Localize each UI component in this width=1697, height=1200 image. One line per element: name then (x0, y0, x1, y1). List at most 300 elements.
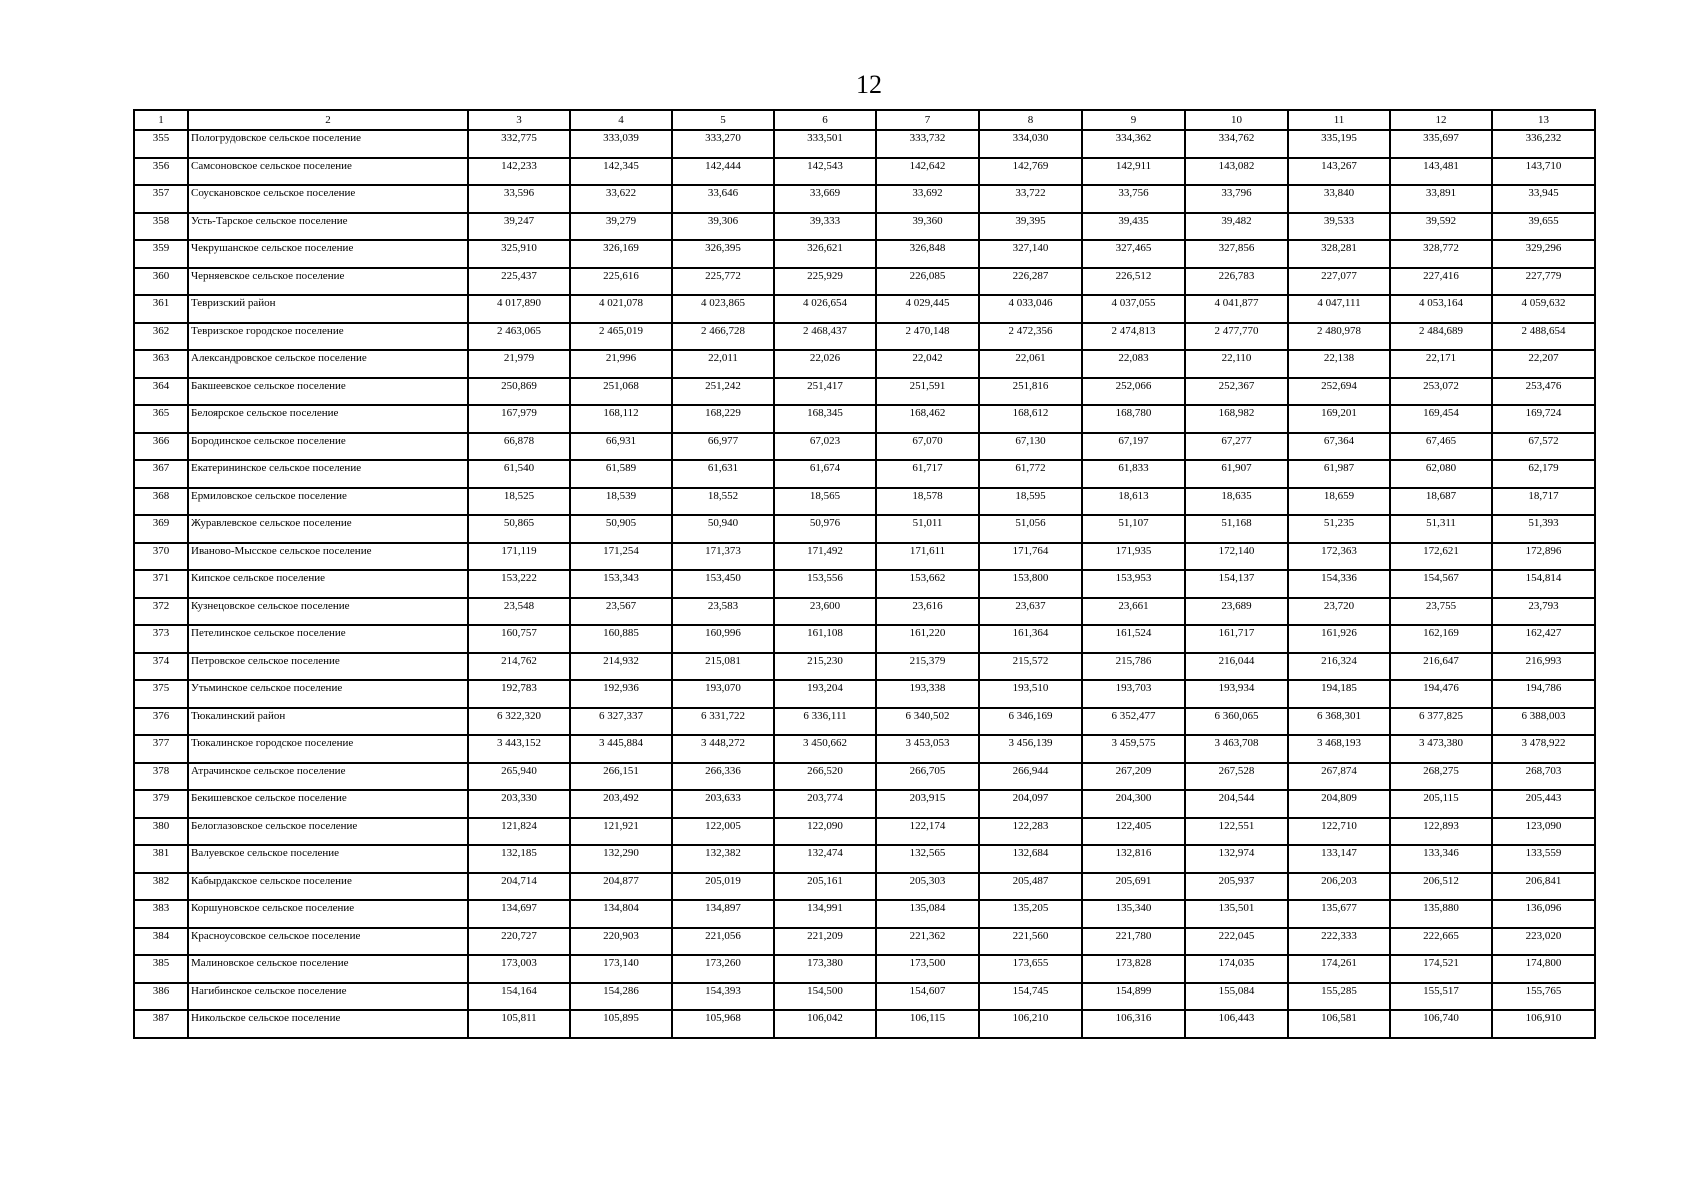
table-row (134, 158, 1595, 186)
value-cell: 153,556 (774, 570, 876, 598)
value-cell: 135,501 (1185, 900, 1288, 928)
value-cell: 122,174 (876, 818, 979, 846)
column-header: 2 (188, 110, 468, 130)
row-number: 373 (134, 625, 188, 653)
value-cell: 22,026 (774, 350, 876, 378)
value-cell: 23,567 (570, 598, 672, 626)
value-cell: 225,929 (774, 268, 876, 296)
value-cell: 172,621 (1390, 543, 1492, 571)
value-cell: 61,907 (1185, 460, 1288, 488)
value-cell: 132,974 (1185, 845, 1288, 873)
value-cell: 326,395 (672, 240, 774, 268)
table-row (134, 680, 1595, 708)
value-cell: 161,220 (876, 625, 979, 653)
value-cell: 61,631 (672, 460, 774, 488)
value-cell: 206,512 (1390, 873, 1492, 901)
value-cell: 268,275 (1390, 763, 1492, 791)
row-number: 384 (134, 928, 188, 956)
value-cell: 154,745 (979, 983, 1082, 1011)
value-cell: 4 053,164 (1390, 295, 1492, 323)
value-cell: 253,072 (1390, 378, 1492, 406)
municipality-name: Тевризский район (188, 295, 468, 323)
value-cell: 18,613 (1082, 488, 1185, 516)
municipality-name: Петровское сельское поселение (188, 653, 468, 681)
row-number: 356 (134, 158, 188, 186)
value-cell: 193,070 (672, 680, 774, 708)
row-number: 378 (134, 763, 188, 791)
value-cell: 62,080 (1390, 460, 1492, 488)
value-cell: 215,379 (876, 653, 979, 681)
value-cell: 326,169 (570, 240, 672, 268)
table-row (134, 900, 1595, 928)
value-cell: 132,382 (672, 845, 774, 873)
value-cell: 167,979 (468, 405, 570, 433)
value-cell: 2 465,019 (570, 323, 672, 351)
value-cell: 2 468,437 (774, 323, 876, 351)
value-cell: 174,261 (1288, 955, 1390, 983)
row-number: 362 (134, 323, 188, 351)
value-cell: 6 377,825 (1390, 708, 1492, 736)
value-cell: 172,140 (1185, 543, 1288, 571)
column-header: 9 (1082, 110, 1185, 130)
value-cell: 18,539 (570, 488, 672, 516)
value-cell: 173,655 (979, 955, 1082, 983)
value-cell: 143,710 (1492, 158, 1595, 186)
value-cell: 193,510 (979, 680, 1082, 708)
value-cell: 18,578 (876, 488, 979, 516)
value-cell: 122,710 (1288, 818, 1390, 846)
value-cell: 134,991 (774, 900, 876, 928)
value-cell: 204,300 (1082, 790, 1185, 818)
value-cell: 106,115 (876, 1010, 979, 1038)
value-cell: 33,622 (570, 185, 672, 213)
row-number: 366 (134, 433, 188, 461)
value-cell: 326,621 (774, 240, 876, 268)
row-number: 387 (134, 1010, 188, 1038)
value-cell: 203,774 (774, 790, 876, 818)
value-cell: 160,996 (672, 625, 774, 653)
municipality-name: Иваново-Мысское сельское поселение (188, 543, 468, 571)
value-cell: 206,841 (1492, 873, 1595, 901)
value-cell: 61,833 (1082, 460, 1185, 488)
table-row (134, 955, 1595, 983)
value-cell: 168,462 (876, 405, 979, 433)
municipality-name: Коршуновское сельское поселение (188, 900, 468, 928)
value-cell: 173,003 (468, 955, 570, 983)
column-header: 10 (1185, 110, 1288, 130)
municipality-name: Никольское сельское поселение (188, 1010, 468, 1038)
value-cell: 153,953 (1082, 570, 1185, 598)
value-cell: 3 453,053 (876, 735, 979, 763)
value-cell: 142,911 (1082, 158, 1185, 186)
value-cell: 6 336,111 (774, 708, 876, 736)
row-number: 368 (134, 488, 188, 516)
value-cell: 226,085 (876, 268, 979, 296)
row-number: 358 (134, 213, 188, 241)
value-cell: 335,195 (1288, 130, 1390, 158)
value-cell: 50,940 (672, 515, 774, 543)
value-cell: 134,697 (468, 900, 570, 928)
value-cell: 132,185 (468, 845, 570, 873)
value-cell: 4 021,078 (570, 295, 672, 323)
value-cell: 153,800 (979, 570, 1082, 598)
value-cell: 153,343 (570, 570, 672, 598)
value-cell: 4 017,890 (468, 295, 570, 323)
value-cell: 154,137 (1185, 570, 1288, 598)
value-cell: 51,235 (1288, 515, 1390, 543)
value-cell: 173,828 (1082, 955, 1185, 983)
value-cell: 3 463,708 (1185, 735, 1288, 763)
value-cell: 61,717 (876, 460, 979, 488)
value-cell: 168,112 (570, 405, 672, 433)
value-cell: 18,717 (1492, 488, 1595, 516)
value-cell: 328,772 (1390, 240, 1492, 268)
value-cell: 67,364 (1288, 433, 1390, 461)
row-number: 386 (134, 983, 188, 1011)
value-cell: 50,905 (570, 515, 672, 543)
value-cell: 153,662 (876, 570, 979, 598)
value-cell: 2 488,654 (1492, 323, 1595, 351)
value-cell: 336,232 (1492, 130, 1595, 158)
table-row (134, 598, 1595, 626)
value-cell: 192,936 (570, 680, 672, 708)
value-cell: 61,674 (774, 460, 876, 488)
value-cell: 106,740 (1390, 1010, 1492, 1038)
value-cell: 223,020 (1492, 928, 1595, 956)
value-cell: 215,786 (1082, 653, 1185, 681)
value-cell: 106,910 (1492, 1010, 1595, 1038)
value-cell: 333,270 (672, 130, 774, 158)
municipality-name: Журавлевское сельское поселение (188, 515, 468, 543)
municipality-name: Утьминское сельское поселение (188, 680, 468, 708)
municipality-name: Белоярское сельское поселение (188, 405, 468, 433)
value-cell: 39,306 (672, 213, 774, 241)
value-cell: 204,877 (570, 873, 672, 901)
value-cell: 168,780 (1082, 405, 1185, 433)
value-cell: 6 360,065 (1185, 708, 1288, 736)
value-cell: 39,395 (979, 213, 1082, 241)
value-cell: 155,517 (1390, 983, 1492, 1011)
value-cell: 203,915 (876, 790, 979, 818)
value-cell: 265,940 (468, 763, 570, 791)
value-cell: 132,684 (979, 845, 1082, 873)
value-cell: 33,722 (979, 185, 1082, 213)
value-cell: 122,090 (774, 818, 876, 846)
value-cell: 220,727 (468, 928, 570, 956)
value-cell: 225,772 (672, 268, 774, 296)
table-row (134, 818, 1595, 846)
column-header: 3 (468, 110, 570, 130)
value-cell: 253,476 (1492, 378, 1595, 406)
value-cell: 333,501 (774, 130, 876, 158)
value-cell: 161,524 (1082, 625, 1185, 653)
table-row (134, 295, 1595, 323)
value-cell: 154,164 (468, 983, 570, 1011)
value-cell: 3 459,575 (1082, 735, 1185, 763)
value-cell: 123,090 (1492, 818, 1595, 846)
value-cell: 205,115 (1390, 790, 1492, 818)
value-cell: 33,596 (468, 185, 570, 213)
municipality-name: Малиновское сельское поселение (188, 955, 468, 983)
value-cell: 61,772 (979, 460, 1082, 488)
value-cell: 333,039 (570, 130, 672, 158)
table-row (134, 460, 1595, 488)
municipality-name: Нагибинское сельское поселение (188, 983, 468, 1011)
row-number: 355 (134, 130, 188, 158)
value-cell: 6 340,502 (876, 708, 979, 736)
value-cell: 205,161 (774, 873, 876, 901)
value-cell: 39,592 (1390, 213, 1492, 241)
municipality-name: Пологрудовское сельское поселение (188, 130, 468, 158)
value-cell: 334,030 (979, 130, 1082, 158)
value-cell: 67,070 (876, 433, 979, 461)
municipality-name: Соускановское сельское поселение (188, 185, 468, 213)
value-cell: 136,096 (1492, 900, 1595, 928)
value-cell: 161,364 (979, 625, 1082, 653)
value-cell: 225,616 (570, 268, 672, 296)
value-cell: 33,796 (1185, 185, 1288, 213)
value-cell: 51,311 (1390, 515, 1492, 543)
table-row (134, 350, 1595, 378)
value-cell: 203,633 (672, 790, 774, 818)
value-cell: 327,856 (1185, 240, 1288, 268)
value-cell: 329,296 (1492, 240, 1595, 268)
value-cell: 205,691 (1082, 873, 1185, 901)
value-cell: 22,083 (1082, 350, 1185, 378)
row-number: 359 (134, 240, 188, 268)
value-cell: 3 443,152 (468, 735, 570, 763)
value-cell: 51,107 (1082, 515, 1185, 543)
value-cell: 216,993 (1492, 653, 1595, 681)
value-cell: 173,260 (672, 955, 774, 983)
table-header-row (134, 110, 1595, 130)
table-row (134, 845, 1595, 873)
value-cell: 33,692 (876, 185, 979, 213)
table-row (134, 268, 1595, 296)
value-cell: 161,926 (1288, 625, 1390, 653)
value-cell: 23,600 (774, 598, 876, 626)
value-cell: 2 474,813 (1082, 323, 1185, 351)
value-cell: 222,665 (1390, 928, 1492, 956)
table-row (134, 570, 1595, 598)
value-cell: 4 033,046 (979, 295, 1082, 323)
value-cell: 23,720 (1288, 598, 1390, 626)
table-row (134, 763, 1595, 791)
value-cell: 106,581 (1288, 1010, 1390, 1038)
value-cell: 154,567 (1390, 570, 1492, 598)
row-number: 383 (134, 900, 188, 928)
value-cell: 134,804 (570, 900, 672, 928)
table-row (134, 983, 1595, 1011)
value-cell: 2 470,148 (876, 323, 979, 351)
value-cell: 142,543 (774, 158, 876, 186)
data-table (133, 109, 1596, 1039)
value-cell: 2 466,728 (672, 323, 774, 351)
value-cell: 39,482 (1185, 213, 1288, 241)
value-cell: 227,416 (1390, 268, 1492, 296)
value-cell: 221,560 (979, 928, 1082, 956)
value-cell: 205,303 (876, 873, 979, 901)
value-cell: 62,179 (1492, 460, 1595, 488)
value-cell: 4 029,445 (876, 295, 979, 323)
value-cell: 106,042 (774, 1010, 876, 1038)
value-cell: 252,367 (1185, 378, 1288, 406)
value-cell: 155,765 (1492, 983, 1595, 1011)
value-cell: 105,811 (468, 1010, 570, 1038)
table-row (134, 873, 1595, 901)
value-cell: 6 368,301 (1288, 708, 1390, 736)
value-cell: 3 473,380 (1390, 735, 1492, 763)
value-cell: 106,316 (1082, 1010, 1185, 1038)
value-cell: 169,454 (1390, 405, 1492, 433)
value-cell: 227,077 (1288, 268, 1390, 296)
value-cell: 267,528 (1185, 763, 1288, 791)
value-cell: 22,171 (1390, 350, 1492, 378)
table-row (134, 185, 1595, 213)
row-number: 385 (134, 955, 188, 983)
value-cell: 135,677 (1288, 900, 1390, 928)
value-cell: 194,476 (1390, 680, 1492, 708)
value-cell: 173,500 (876, 955, 979, 983)
value-cell: 39,247 (468, 213, 570, 241)
value-cell: 203,330 (468, 790, 570, 818)
value-cell: 67,465 (1390, 433, 1492, 461)
value-cell: 33,945 (1492, 185, 1595, 213)
value-cell: 23,755 (1390, 598, 1492, 626)
municipality-name: Черняевское сельское поселение (188, 268, 468, 296)
table-row (134, 323, 1595, 351)
column-header: 13 (1492, 110, 1595, 130)
value-cell: 168,612 (979, 405, 1082, 433)
table-row (134, 708, 1595, 736)
value-cell: 33,840 (1288, 185, 1390, 213)
value-cell: 268,703 (1492, 763, 1595, 791)
value-cell: 173,140 (570, 955, 672, 983)
value-cell: 227,779 (1492, 268, 1595, 296)
value-cell: 171,764 (979, 543, 1082, 571)
column-header: 5 (672, 110, 774, 130)
value-cell: 335,697 (1390, 130, 1492, 158)
value-cell: 171,492 (774, 543, 876, 571)
value-cell: 174,521 (1390, 955, 1492, 983)
value-cell: 251,242 (672, 378, 774, 406)
municipality-name: Чекрушанское сельское поселение (188, 240, 468, 268)
value-cell: 193,204 (774, 680, 876, 708)
value-cell: 121,921 (570, 818, 672, 846)
municipality-name: Красноусовское сельское поселение (188, 928, 468, 956)
value-cell: 172,896 (1492, 543, 1595, 571)
municipality-name: Александровское сельское поселение (188, 350, 468, 378)
value-cell: 169,201 (1288, 405, 1390, 433)
value-cell: 18,659 (1288, 488, 1390, 516)
value-cell: 67,572 (1492, 433, 1595, 461)
value-cell: 171,119 (468, 543, 570, 571)
column-header: 4 (570, 110, 672, 130)
row-number: 364 (134, 378, 188, 406)
value-cell: 23,661 (1082, 598, 1185, 626)
row-number: 371 (134, 570, 188, 598)
value-cell: 4 059,632 (1492, 295, 1595, 323)
value-cell: 193,703 (1082, 680, 1185, 708)
row-number: 374 (134, 653, 188, 681)
value-cell: 23,616 (876, 598, 979, 626)
value-cell: 216,044 (1185, 653, 1288, 681)
table-row (134, 543, 1595, 571)
column-header: 12 (1390, 110, 1492, 130)
value-cell: 143,082 (1185, 158, 1288, 186)
value-cell: 203,492 (570, 790, 672, 818)
row-number: 382 (134, 873, 188, 901)
value-cell: 133,147 (1288, 845, 1390, 873)
municipality-name: Бакшеевское сельское поселение (188, 378, 468, 406)
value-cell: 142,642 (876, 158, 979, 186)
value-cell: 50,865 (468, 515, 570, 543)
value-cell: 6 331,722 (672, 708, 774, 736)
value-cell: 327,465 (1082, 240, 1185, 268)
value-cell: 327,140 (979, 240, 1082, 268)
value-cell: 266,705 (876, 763, 979, 791)
value-cell: 216,324 (1288, 653, 1390, 681)
value-cell: 66,977 (672, 433, 774, 461)
value-cell: 222,333 (1288, 928, 1390, 956)
value-cell: 171,935 (1082, 543, 1185, 571)
value-cell: 6 322,320 (468, 708, 570, 736)
municipality-name: Тюкалинский район (188, 708, 468, 736)
value-cell: 214,932 (570, 653, 672, 681)
value-cell: 122,005 (672, 818, 774, 846)
value-cell: 174,035 (1185, 955, 1288, 983)
value-cell: 153,450 (672, 570, 774, 598)
value-cell: 267,209 (1082, 763, 1185, 791)
value-cell: 142,769 (979, 158, 1082, 186)
municipality-name: Ермиловское сельское поселение (188, 488, 468, 516)
value-cell: 205,019 (672, 873, 774, 901)
value-cell: 67,023 (774, 433, 876, 461)
row-number: 363 (134, 350, 188, 378)
value-cell: 154,336 (1288, 570, 1390, 598)
row-number: 377 (134, 735, 188, 763)
value-cell: 142,444 (672, 158, 774, 186)
value-cell: 154,500 (774, 983, 876, 1011)
value-cell: 328,281 (1288, 240, 1390, 268)
value-cell: 333,732 (876, 130, 979, 158)
value-cell: 2 480,978 (1288, 323, 1390, 351)
municipality-name: Петелинское сельское поселение (188, 625, 468, 653)
value-cell: 2 484,689 (1390, 323, 1492, 351)
value-cell: 226,783 (1185, 268, 1288, 296)
value-cell: 134,897 (672, 900, 774, 928)
row-number: 367 (134, 460, 188, 488)
value-cell: 2 463,065 (468, 323, 570, 351)
value-cell: 143,267 (1288, 158, 1390, 186)
municipality-name: Кабырдакское сельское поселение (188, 873, 468, 901)
value-cell: 67,197 (1082, 433, 1185, 461)
row-number: 369 (134, 515, 188, 543)
value-cell: 334,362 (1082, 130, 1185, 158)
value-cell: 122,405 (1082, 818, 1185, 846)
value-cell: 39,360 (876, 213, 979, 241)
table-row (134, 653, 1595, 681)
value-cell: 33,756 (1082, 185, 1185, 213)
value-cell: 173,380 (774, 955, 876, 983)
table-row (134, 928, 1595, 956)
value-cell: 3 450,662 (774, 735, 876, 763)
value-cell: 251,816 (979, 378, 1082, 406)
value-cell: 39,533 (1288, 213, 1390, 241)
value-cell: 135,084 (876, 900, 979, 928)
value-cell: 216,647 (1390, 653, 1492, 681)
value-cell: 251,417 (774, 378, 876, 406)
